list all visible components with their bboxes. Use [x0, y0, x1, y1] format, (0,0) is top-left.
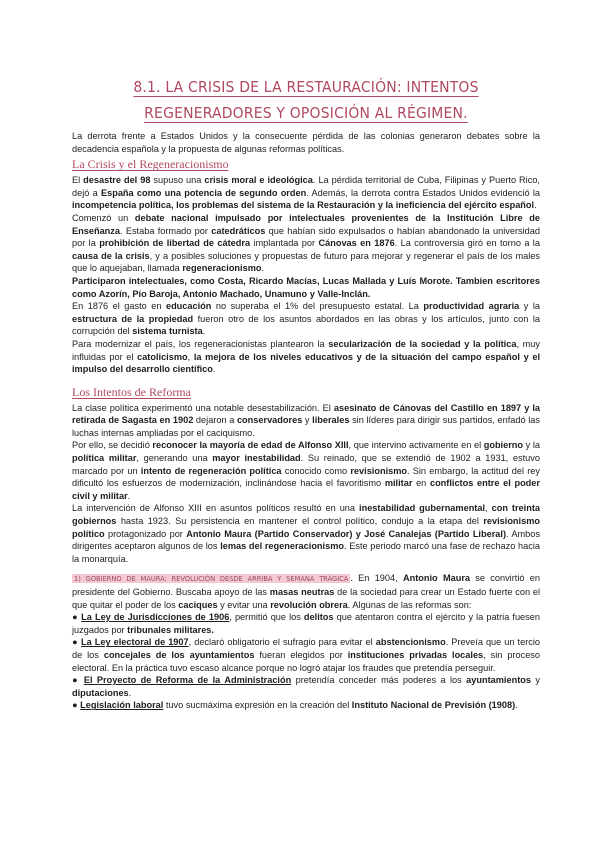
- paragraph: El desastre del 98 supuso una crisis moral e ideológica. La pérdida territorial de Cuba, Filipinas y Puerto Rico, dejó a España como una potencia de segundo orden. Además, la derrota contra Estados Unidos evidenció la incompetencia política, los problemas del sistema de la Restauración y la ineficiencia del ejército español.: [72, 175, 540, 211]
- bold-text: concejales de los ayuntamientos: [103, 649, 255, 660]
- bold-text: lemas del regeneracionismo: [220, 541, 344, 552]
- bold-text: mayor inestabilidad: [212, 453, 301, 464]
- paragraph: [72, 572, 540, 611]
- bold-text: Antonio Maura: [402, 573, 471, 584]
- paragraph: En 1876 el gasto en educación no superaba el 1% del presupuesto estatal. La productividad agraria y la estructura de la propiedad fueron otro de los asuntos abordados en las obras y los artículos, junto con la corrupción del sistema turnista.: [72, 301, 540, 337]
- bold-text: la mejora de los niveles educativos y de la situación del campo español y el impulso del desarrollo científico: [72, 351, 540, 375]
- bold-text: militar: [384, 478, 413, 489]
- bold-text: revisionismo: [350, 465, 408, 476]
- bold-text: España como una potencia de segundo orden: [100, 187, 307, 198]
- bold-text: productividad agraria: [423, 301, 520, 312]
- highlight-label: 1) GOBIERNO DE MAURA: REVOLUCIÓN DESDE ARRIBA Y SEMANA TRÁGICA: [74, 574, 349, 584]
- paragraph: La clase política experimentó una notable desestabilización. El asesinato de Cánovas del Castillo en 1897 y la retirada de Sagasta en 1902 dejaron a conservadores y liberales sin líderes para dirigir sus partidos, enfadó las luchas internas ampliadas por el caciquismo.: [72, 402, 541, 438]
- bullet-item: ● La Ley electoral de 1907, declaró obligatorio el sufragio para evitar el abstencionismo. Preveía que un tercio de los concejales de los ayuntamientos fueran elegidos por instituciones privadas locales, sin proceso electoral. En la práctica tuvo escaso alcance porque no logró atajar los fraudes que pretendía perseguir.: [72, 637, 541, 673]
- bold-text: conservadores: [236, 415, 303, 426]
- bold-text: asesinato de Cánovas del Castillo en 1897 y la retirada de Sagasta en 1902: [72, 402, 541, 426]
- paragraph: Para modernizar el país, los regeneracionistas plantearon la secularización de la sociedad y la política, muy influidas por el catolicismo, la mejora de los niveles educativos y de la situación del campo español y el impulso del desarrollo científico.: [72, 338, 540, 375]
- bold-text: ayuntamientos: [466, 675, 531, 686]
- bold-text: La Ley electoral de 1907: [81, 637, 189, 648]
- bold-text: estructura de la propiedad: [72, 313, 194, 324]
- page-title: 8.1. LA CRISIS DE LA RESTAURACIÓN: INTENTOS REGENERADORES Y OPOSICIÓN AL RÉGIMEN.: [133, 78, 479, 122]
- bold-text: catedráticos: [211, 225, 266, 236]
- bold-text: intento de regeneración política: [140, 465, 282, 476]
- bold-text: abstencionismo: [375, 637, 446, 648]
- bold-text: regeneracionismo: [182, 263, 262, 274]
- bold-text: política militar: [72, 453, 137, 464]
- bold-text: secularización de la sociedad y la política: [328, 338, 517, 349]
- paragraph: La intervención de Alfonso XIII en asuntos políticos resultó en una inestabilidad gubernamental, con treinta gobiernos hasta 1923. Su persistencia en mantener el control político, condujo a la etapa del revisionismo político protagonizado por Antonio Maura (Partido Conservador) y José Canalejas (Partido Liberal). Ambos dirigentes aceptaron algunos de los lemas del regeneracionismo. Este periodo marcó una fase de rechazo hacia la monarquía.: [72, 503, 540, 564]
- bold-text: gobierno: [483, 440, 524, 451]
- bold-text: causa de la crisis: [72, 250, 150, 261]
- bold-text: liberales: [312, 415, 350, 426]
- section-heading-reforma: Los Intentos de Reforma: [72, 384, 191, 399]
- bold-text: sistema turnista: [132, 326, 203, 337]
- maura-text: . En 1904, Antonio Maura se convirtió en presidente del Gobierno. Buscaba apoyo de las masas neutras de la sociedad para crear un Estado fuerte con el que quitar el poder de los caciques y evitar una revolución obrera. Algunas de las reformas son:: [72, 573, 540, 610]
- bold-text: crisis moral e ideológica: [204, 175, 313, 186]
- intro-paragraph: La derrota frente a Estados Unidos y la consecuente pérdida de las colonias generaron debates sobre la decadencia española y la propuesta de algunas reformas políticas.: [72, 131, 540, 154]
- bold-text: reconocer la mayoría de edad de Alfonso XIII: [152, 440, 349, 451]
- bold-text: Instituto Nacional de Previsión (1908): [351, 700, 516, 711]
- bold-text: masas neutras: [269, 587, 335, 597]
- bold-text: instituciones privadas locales: [347, 649, 484, 660]
- bold-text: El Proyecto de Reforma de la Administración: [83, 675, 292, 686]
- bold-text: revisionismo político: [72, 516, 540, 539]
- bold-text: desastre del 98: [83, 175, 151, 186]
- bold-text: La Ley de Jurisdicciones de 1906: [81, 612, 230, 623]
- bold-text: prohibición de libertad de cátedra: [99, 238, 251, 249]
- bullet-item: ● El Proyecto de Reforma de la Administración pretendía conceder más poderes a los ayuntamientos y diputaciones.: [72, 675, 540, 698]
- bold-text: con treinta gobiernos: [72, 503, 540, 527]
- bold-text: catolicismo: [137, 351, 188, 362]
- bold-text: incompetencia política, los problemas del sistema de la Restauración y la ineficiencia del ejército español: [72, 200, 535, 211]
- bold-text: caciques: [178, 599, 218, 610]
- paragraph: Participaron intelectuales, como Costa, Ricardo Macías, Lucas Mallada y Luís Morote. Tambien escritores como Azorín, Pío Baroja, Antonio Machado, Unamuno y Valle-Inclán.: [72, 275, 540, 299]
- bold-text: inestabilidad gubernamental: [359, 503, 486, 514]
- bold-text: revolución obrera: [270, 599, 348, 610]
- bold-text: Legislación laboral: [80, 700, 164, 711]
- bullet-item: ● Legislación laboral tuvo sucmáxima expresión en la creación del Instituto Nacional de Previsión (1908).: [72, 700, 518, 711]
- bold-text: diputaciones: [72, 687, 129, 698]
- bold-text: educación: [165, 301, 212, 312]
- bold-text: Cánovas en 1876: [318, 238, 395, 249]
- bold-text: Antonio Maura (Partido Conservador) y José Canalejas (Partido Liberal): [186, 528, 507, 539]
- bullet-item: ● La Ley de Jurisdicciones de 1906, permitió que los delitos que atentaron contra el ejército y la patria fuesen juzgados por tribunales militares.: [72, 612, 540, 635]
- bold-text: conflictos entre el poder civil y militar: [72, 478, 540, 501]
- bold-text: tribunales militares.: [127, 624, 214, 635]
- bold-text: debate nacional impulsado por intelectuales provenientes de la Institución Libre de Enseñanza: [72, 212, 540, 236]
- bold-text: delitos: [303, 612, 334, 623]
- paragraph: Comenzó un debate nacional impulsado por intelectuales provenientes de la Institución Libre de Enseñanza. Estaba formado por catedráticos que habían sido expulsados o habían abandonado la universidad por la prohibición de libertad de cátedra implantada por Cánovas en 1876. La controversia giró en torno a la causa de la crisis, y a posibles soluciones y propuestas de futuro para mejorar y regenerar el país de los males que lo aquejaban, llamada regeneracionismo.: [72, 212, 541, 274]
- paragraph: Por ello, se decidió reconocer la mayoría de edad de Alfonso XIII, que intervino activamente en el gobierno y la política militar, generando una mayor inestabilidad. Su reinado, que se extendió de 1902 a 1931, estuvo marcado por un intento de regeneración política conocido como revisionismo. Sin embargo, la actitud del rey dificultó los esfuerzos de modernización, inclinándose hacia el favoritismo militar en conflictos entre el poder civil y militar.: [72, 440, 541, 501]
- section-heading-crisis: La Crisis y el Regeneracionismo: [72, 157, 229, 172]
